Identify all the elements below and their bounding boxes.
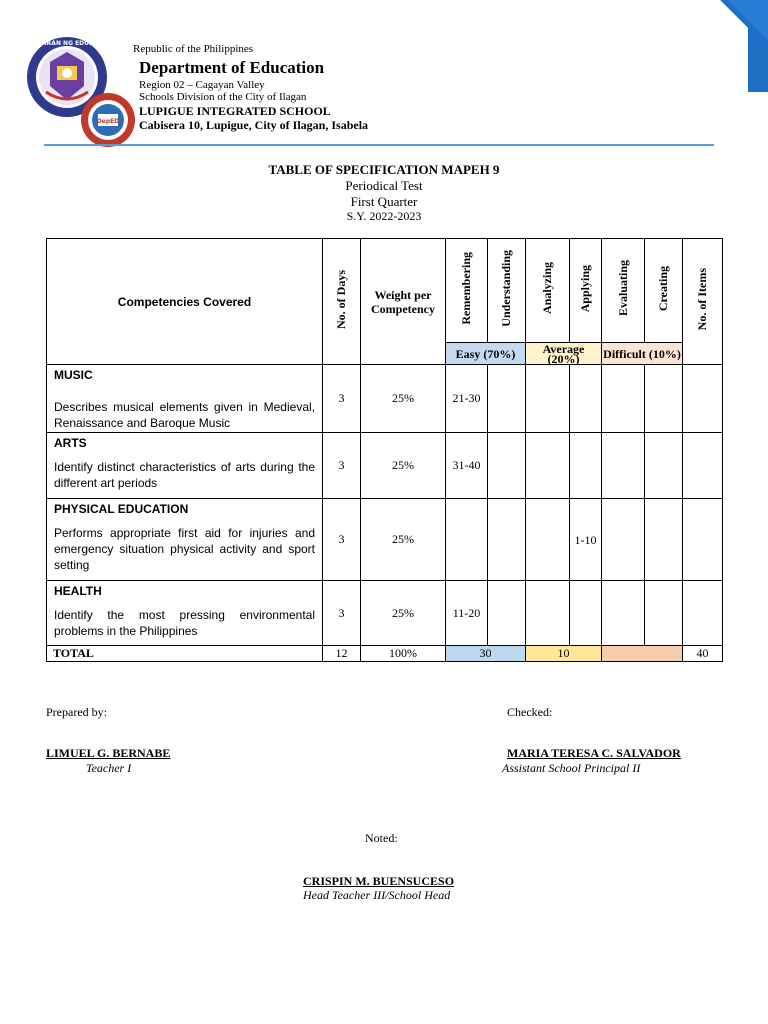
applying-cell: [570, 581, 602, 646]
total-average: 10: [526, 646, 602, 662]
table-row: [47, 499, 723, 581]
checked-label: Checked:: [507, 705, 553, 719]
competencies-header: Competencies Covered: [47, 239, 323, 365]
specification-table: [46, 238, 723, 662]
weight-cell: 25%: [361, 581, 446, 646]
checked-role: Assistant School Principal II: [502, 761, 641, 775]
corner-decoration: [668, 0, 768, 92]
items-header: No. of Items: [683, 239, 723, 365]
prepared-label: Prepared by:: [46, 705, 107, 719]
analyzing-header: Analyzing: [526, 239, 570, 343]
evaluating-header: Evaluating: [602, 239, 645, 343]
total-weight: 100%: [361, 646, 446, 662]
weight-cell: 25%: [361, 499, 446, 581]
svg-text:KAGAWARAN NG EDUKASYON: KAGAWARAN NG EDUKASYON: [17, 40, 117, 47]
creating-header: Creating: [645, 239, 683, 343]
quarter-text: First Quarter: [350, 194, 418, 209]
applying-cell: [570, 433, 602, 499]
school-year: S.Y. 2022-2023: [346, 209, 422, 223]
header-rule: [44, 144, 714, 146]
checked-name: MARIA TERESA C. SALVADOR: [507, 746, 681, 760]
total-days: 12: [323, 646, 361, 662]
noted-label: Noted:: [365, 831, 398, 845]
svg-text:DepED: DepED: [96, 118, 120, 125]
noted-role: Head Teacher III/School Head: [303, 888, 451, 902]
applying-header: Applying: [570, 239, 602, 343]
header-row: [47, 239, 723, 343]
prepared-role: Teacher I: [86, 761, 132, 775]
table-row: [47, 433, 723, 499]
days-cell: 3: [323, 433, 361, 499]
weight-cell: 25%: [361, 365, 446, 433]
competency-cell: MUSIC Describes musical elements given in Medieval, Renaissance and Baroque Music: [47, 365, 323, 433]
applying-cell: 1-10: [570, 499, 602, 581]
prepared-name: LIMUEL G. BERNABE: [46, 746, 171, 760]
easy-level: Easy (70%): [446, 343, 526, 365]
total-easy: 30: [446, 646, 526, 662]
competency-cell: ARTS Identify distinct characteristics of arts during the different art periods: [47, 433, 323, 499]
average-level: Average (20%): [526, 343, 602, 365]
remembering-cell: 31-40: [446, 433, 488, 499]
remembering-header: Remembering: [446, 239, 488, 343]
table-row: [47, 581, 723, 646]
days-cell: 3: [323, 581, 361, 646]
difficult-level: Difficult (10%): [602, 343, 683, 365]
days-cell: 3: [323, 499, 361, 581]
understanding-header: Understanding: [488, 239, 526, 343]
total-difficult: [602, 646, 683, 662]
region-text: Region 02 – Cagayan Valley: [139, 79, 265, 91]
total-label: TOTAL: [47, 646, 323, 662]
weight-header: Weight per Competency: [361, 239, 446, 365]
total-row: [47, 646, 723, 662]
days-cell: 3: [323, 365, 361, 433]
school-name: LUPIGUE INTEGRATED SCHOOL: [139, 104, 331, 118]
competency-cell: HEALTH Identify the most pressing environmental problems in the Philippines: [47, 581, 323, 646]
test-type: Periodical Test: [345, 178, 423, 193]
weight-cell: 25%: [361, 433, 446, 499]
school-address: Cabisera 10, Lupigue, City of Ilagan, Isabela: [139, 118, 369, 132]
applying-cell: [570, 365, 602, 433]
total-items: 40: [683, 646, 723, 662]
remembering-cell: 11-20: [446, 581, 488, 646]
remembering-cell: 21-30: [446, 365, 488, 433]
competency-cell: PHYSICAL EDUCATION Performs appropriate first aid for injuries and emergency situation physical activity and sport setting: [47, 499, 323, 581]
division-text: Schools Division of the City of Ilagan: [139, 91, 307, 103]
department-title: Department of Education: [139, 58, 325, 77]
document-title: TABLE OF SPECIFICATION MAPEH 9: [268, 162, 500, 177]
school-logo: [80, 92, 136, 148]
days-header: No. of Days: [323, 239, 361, 365]
republic-text: Republic of the Philippines: [133, 43, 254, 55]
remembering-cell: [446, 499, 488, 581]
noted-name: CRISPIN M. BUENSUCESO: [303, 874, 455, 888]
table-row: [47, 365, 723, 433]
